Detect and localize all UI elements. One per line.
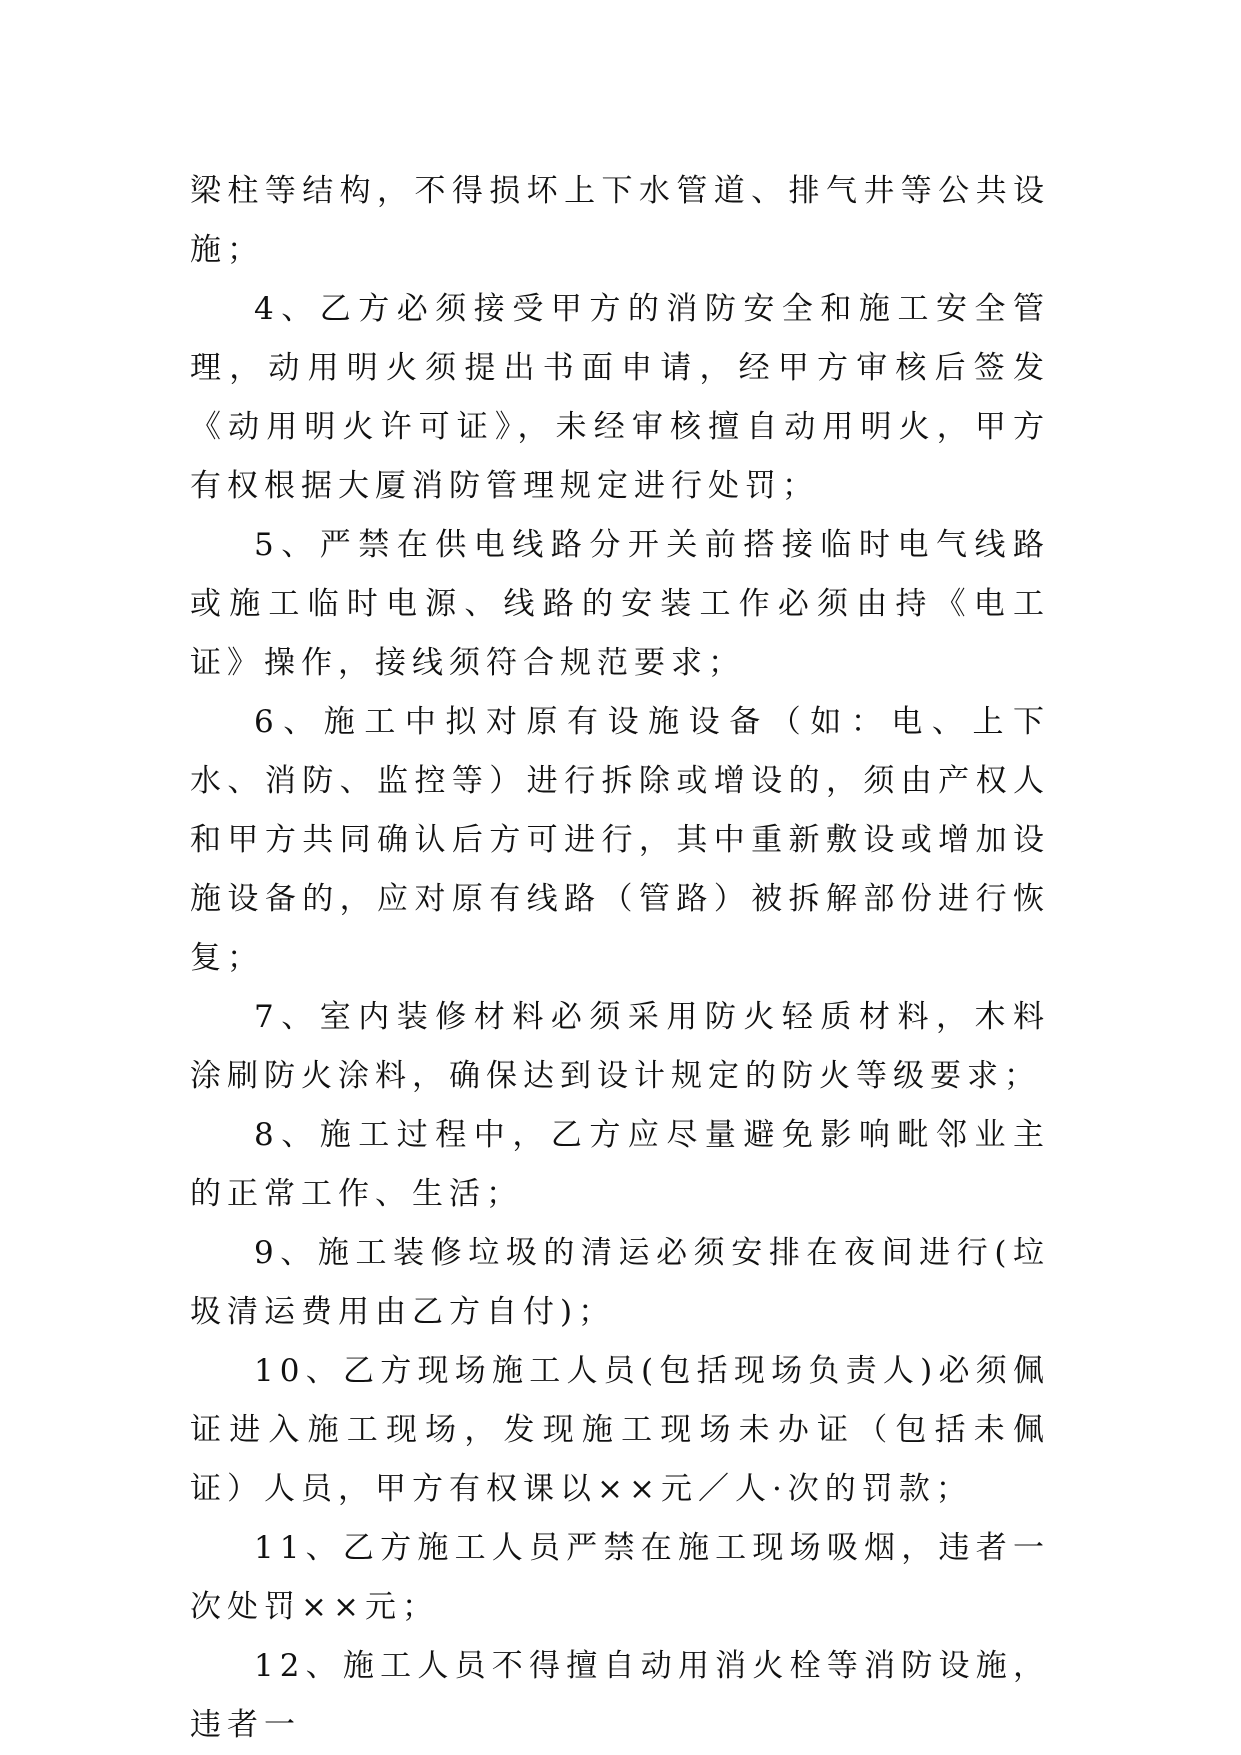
paragraph-clause-12: 12、施工人员不得擅自动用消火栓等消防设施，违者一 xyxy=(190,1648,1050,1743)
paragraph-clause-8: 8、施工过程中，乙方应尽量避免影响毗邻业主的正常工作、生活； xyxy=(190,1117,1050,1212)
paragraph-clause-5: 5、严禁在供电线路分开关前搭接临时电气线路或施工临时电源、线路的安装工作必须由持《电工证》操作，接线须符合规范要求； xyxy=(190,527,1050,681)
paragraph-clause-6: 6、施工中拟对原有设施设备（如：电、上下水、消防、监控等）进行拆除或增设的，须由产权人和甲方共同确认后方可进行，其中重新敷设或增加设施设备的，应对原有线路（管路）被拆解部份进行恢复； xyxy=(190,704,1050,976)
document-body xyxy=(190,162,1050,1755)
paragraph-clause-10: 10、乙方现场施工人员(包括现场负责人)必须佩证进入施工现场，发现施工现场未办证（包括未佩证）人员，甲方有权课以××元／人·次的罚款； xyxy=(190,1353,1050,1507)
paragraph-continuation: 梁柱等结构，不得损坏上下水管道、排气井等公共设施； xyxy=(190,173,1050,268)
paragraph-clause-7: 7、室内装修材料必须采用防火轻质材料，木料涂刷防火涂料，确保达到设计规定的防火等级要求； xyxy=(190,999,1050,1094)
paragraph-clause-4: 4、乙方必须接受甲方的消防安全和施工安全管理，动用明火须提出书面申请，经甲方审核后签发《动用明火许可证》，未经审核擅自动用明火，甲方有权根据大厦消防管理规定进行处罚； xyxy=(190,291,1050,504)
paragraph-clause-9: 9、施工装修垃圾的清运必须安排在夜间进行(垃圾清运费用由乙方自付)； xyxy=(190,1235,1050,1330)
paragraph-clause-11: 11、乙方施工人员严禁在施工现场吸烟，违者一次处罚××元； xyxy=(190,1530,1050,1625)
